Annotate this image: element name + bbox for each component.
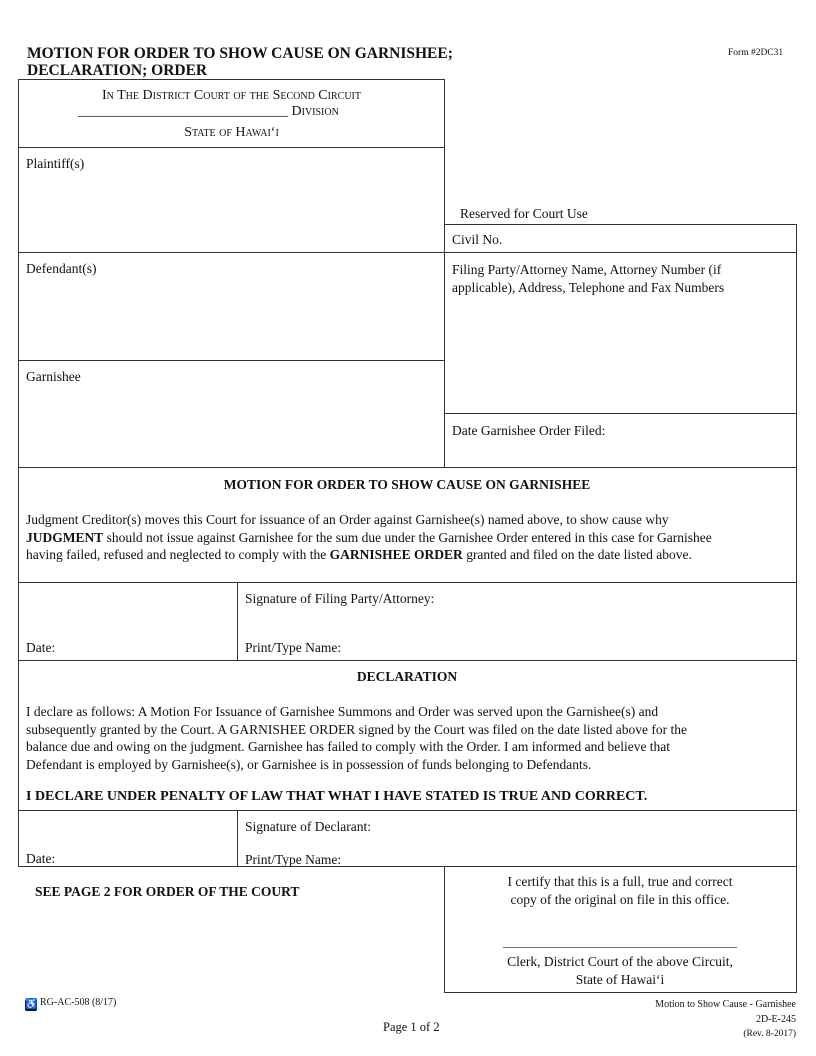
motion-date-label: Date: [26,640,56,655]
motion-text [26,511,792,564]
motion-line-1: Judgment Creditor(s) moves this Court for issuance of an Order against Garnishee(s) named above, to show cause why [26,512,669,527]
declarant-print-name-label: Print/Type Name: [245,852,342,867]
clerk-line-1: Clerk, District Court of the above Circuit, [507,954,733,969]
clerk-signature-line[interactable]: _______________________________________ [503,935,737,949]
declaration-heading: DECLARATION [356,669,458,684]
footer-form-info [580,997,796,1042]
declarant-date-label: Date: [26,851,56,866]
clerk-label [445,953,795,988]
declarant-print-name-field[interactable] [350,843,793,864]
declaration-line-1: I declare as follows: A Motion For Issuance of Garnishee Summons and Order was served upon the Garnishee(s) and [26,704,659,719]
declarant-date-field[interactable] [19,812,236,865]
certification-text [445,873,795,908]
see-page-2-note: SEE PAGE 2 FOR ORDER OF THE COURT [35,884,300,899]
reserved-court-use: Reserved for Court Use [460,206,588,221]
footer-form-code: 2D-E-245 [756,1014,796,1025]
civil-no-label: Civil No. [452,232,503,247]
page-number: Page 1 of 2 [383,1020,440,1034]
declaration-text [26,703,792,773]
certify-line-1: I certify that this is a full, true and correct [507,874,733,889]
declaration-line-2: subsequently granted by the Court. A GARNISHEE ORDER signed by the Court was filed on the date listed above for the [26,721,688,737]
declarant-signature-field[interactable] [385,813,793,839]
motion-line-3 [26,546,792,564]
title-line-2: DECLARATION; ORDER [27,62,208,79]
motion-line-2-rest: should not issue against Garnishee for the sum due under the Garnishee Order entered in this case for Garnishee [103,529,712,545]
garnishee-field[interactable] [19,385,444,466]
judgment-bold: JUDGMENT [26,529,104,545]
rg-code-text: RG-AC-508 (8/17) [40,997,117,1008]
defendant-label: Defendant(s) [26,261,97,276]
document-title [27,45,507,79]
division-row [78,104,438,120]
motion-line-3-pre: having failed, refused and neglected to comply with the [26,547,330,562]
form-number: Form #2DC31 [728,48,784,58]
declarant-signature-label: Signature of Declarant: [245,819,371,834]
garnishee-label: Garnishee [26,369,81,384]
title-line-1: MOTION FOR ORDER TO SHOW CAUSE ON GARNISHEE; [27,45,453,62]
footer-revision: (Rev. 8-2017) [743,1029,796,1039]
clerk-line-2: State of Hawai‘i [575,971,665,987]
division-blank[interactable]: ______________________________ [78,104,288,119]
motion-heading: MOTION FOR ORDER TO SHOW CAUSE ON GARNISHEE [223,477,591,492]
court-box [18,88,445,104]
penalty-statement: I DECLARE UNDER PENALTY OF LAW THAT WHAT I HAVE STATED IS TRUE AND CORRECT. [26,789,648,804]
wheelchair-icon: ♿ [25,999,38,1010]
filing-party-line-2: applicable), Address, Telephone and Fax Numbers [452,279,725,295]
state-label: State of Hawai‘i [184,125,279,140]
motion-print-name-field[interactable] [350,638,793,658]
footer-form-title: Motion to Show Cause - Garnishee [655,999,796,1010]
filing-party-label [452,261,792,296]
garnishee-order-bold: GARNISHEE ORDER [329,547,463,562]
declaration-line-4: Defendant is employed by Garnishee(s), or Garnishee is in possession of funds belonging to Defendants. [26,756,592,772]
rg-code [25,997,116,1011]
filing-party-field[interactable] [445,298,795,412]
civil-no-field[interactable] [510,226,794,251]
motion-signature-field[interactable] [245,608,793,636]
court-name: In The District Court of the Second Circuit [102,88,361,103]
plaintiff-label: Plaintiff(s) [26,156,85,171]
date-order-filed-label: Date Garnishee Order Filed: [452,423,606,438]
motion-line-3-post: granted and filed on the date listed above. [462,547,692,562]
motion-date-field[interactable] [19,584,236,659]
certify-line-2: copy of the original on file in this office. [510,891,730,907]
declaration-line-3: balance due and owing on the judgment. Garnishee has failed to comply with the Order. I am informed and believe that [26,739,671,754]
motion-print-name-label: Print/Type Name: [245,640,342,655]
motion-line-2 [26,529,792,547]
filing-party-line-1: Filing Party/Attorney Name, Attorney Number (if [452,262,722,277]
motion-signature-label: Signature of Filing Party/Attorney: [245,591,435,606]
division-label: Division [291,104,339,119]
plaintiff-field[interactable] [19,171,444,251]
date-order-filed-field[interactable] [445,440,795,466]
defendant-field[interactable] [19,277,444,359]
